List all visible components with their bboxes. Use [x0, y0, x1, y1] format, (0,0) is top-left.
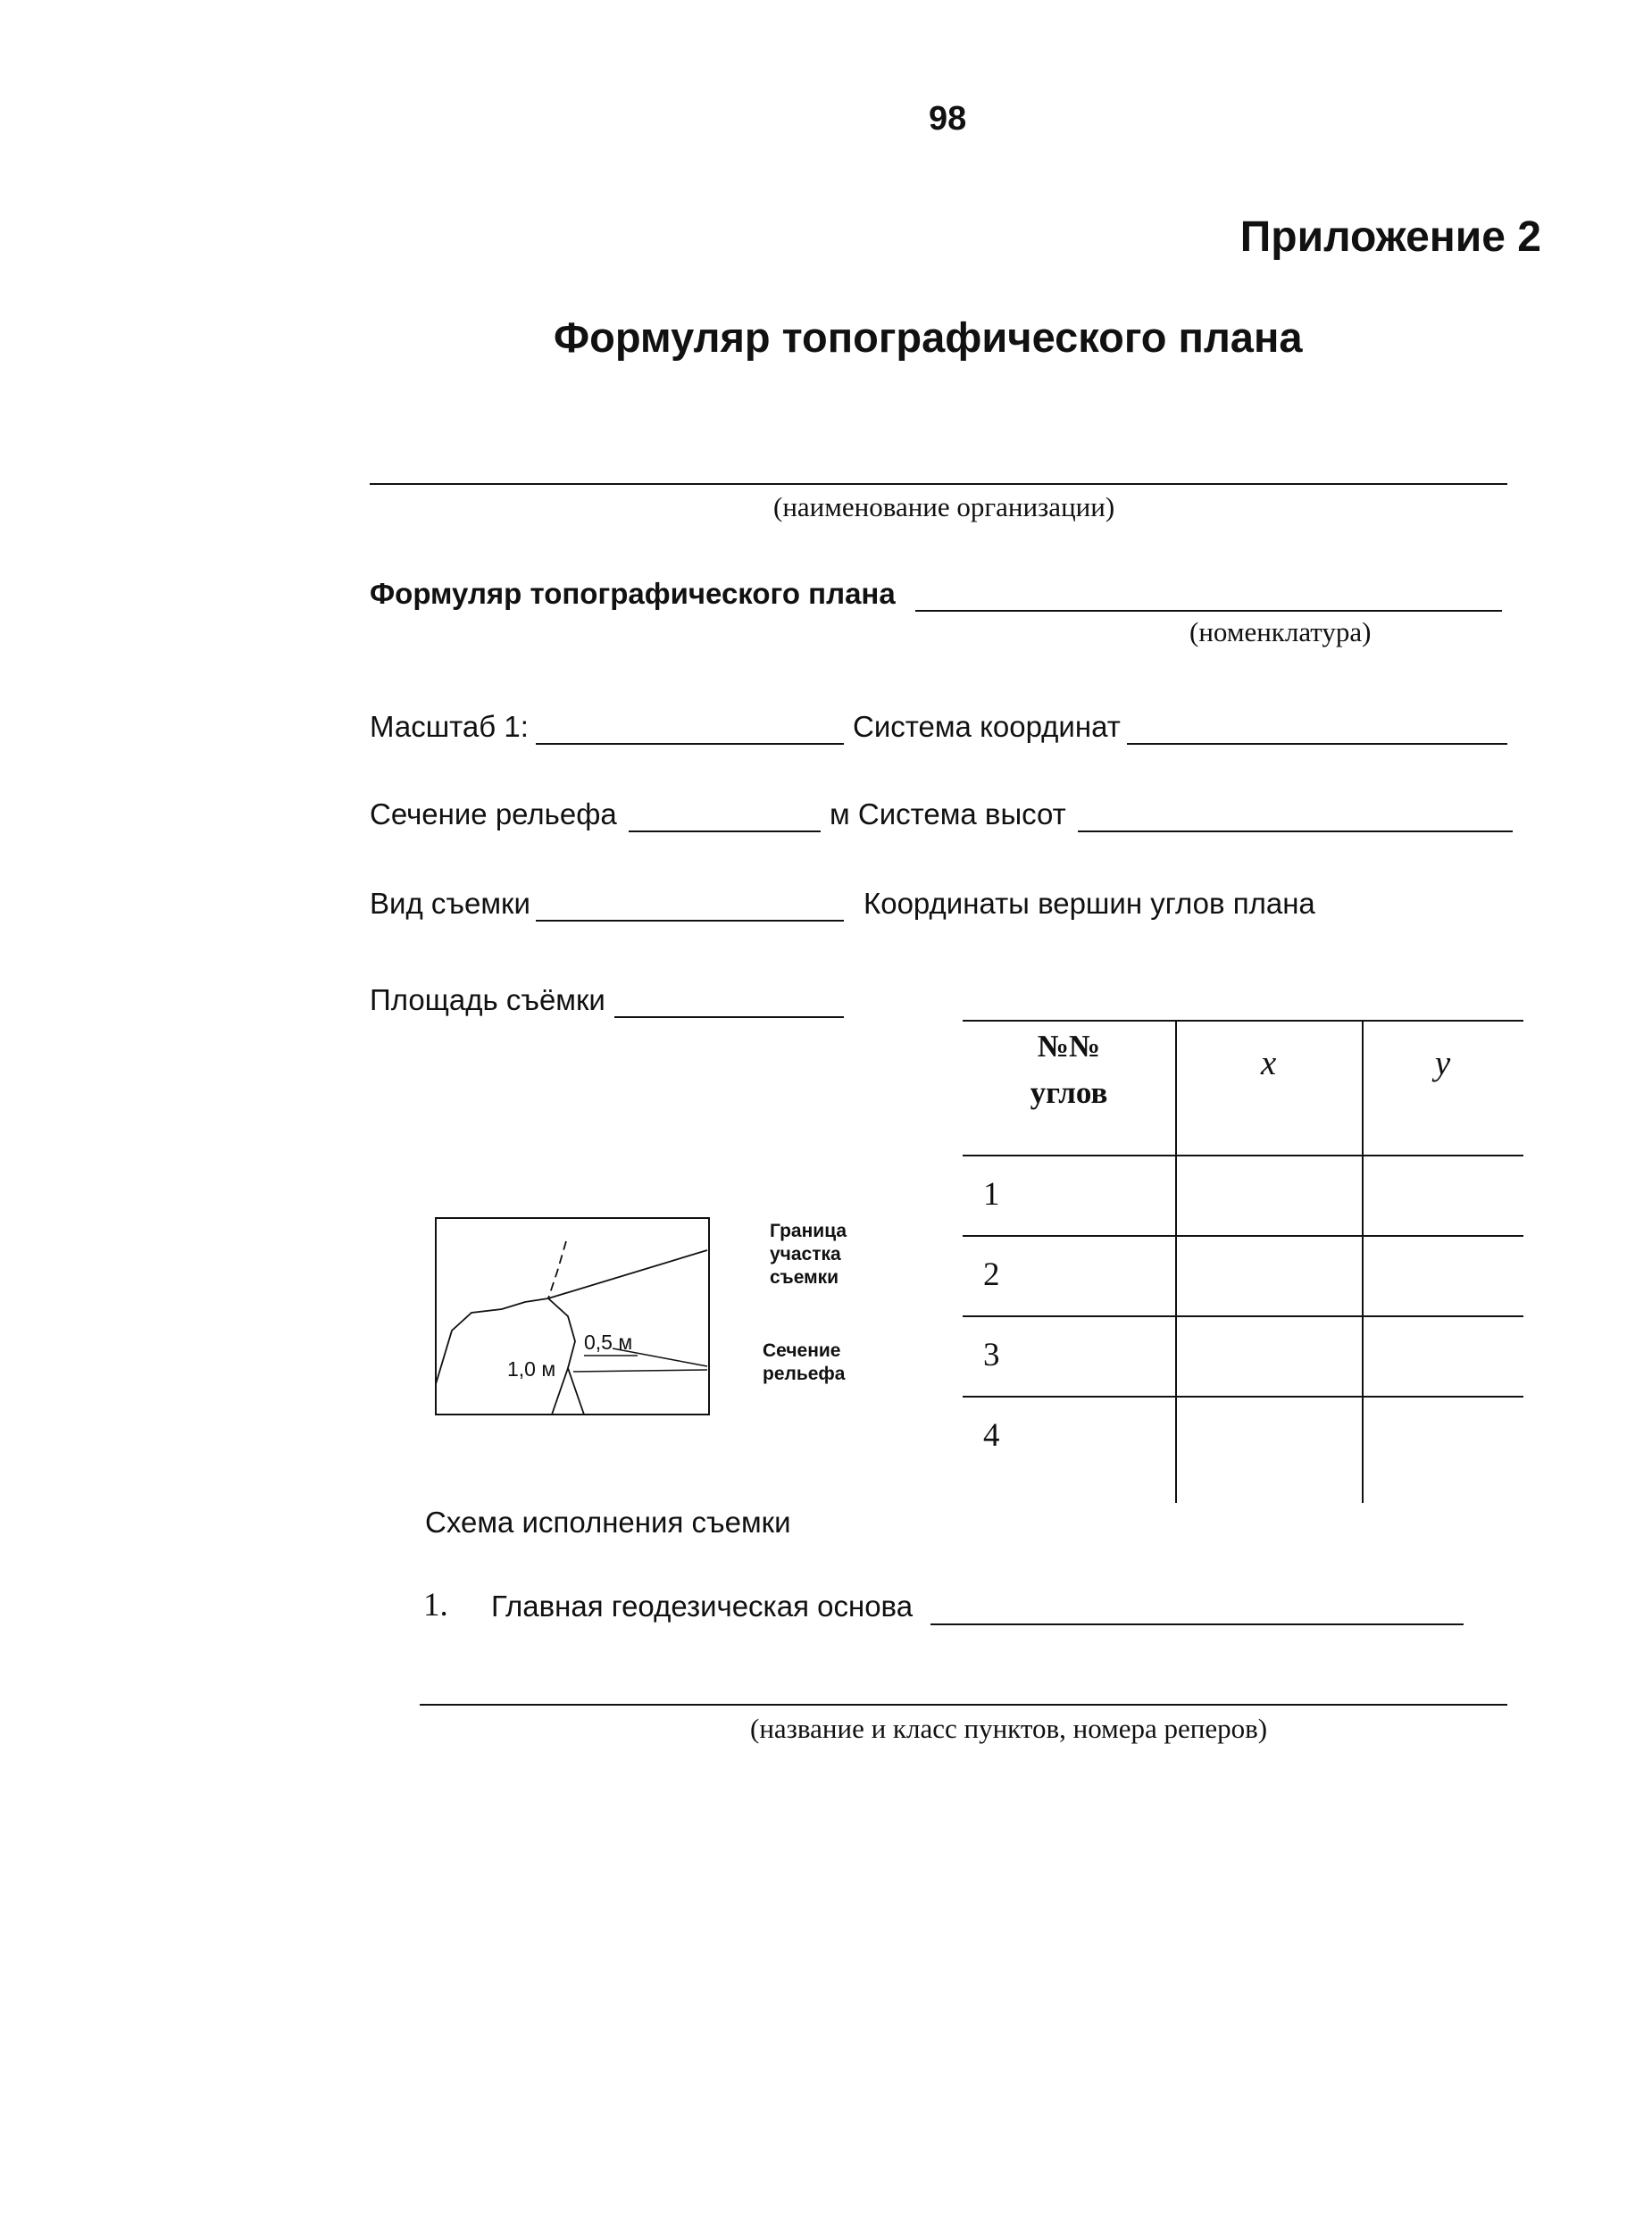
table-header-line	[963, 1155, 1523, 1156]
survey-area-label: Площадь съёмки	[370, 983, 605, 1016]
contour-label-half-meter: 0,5 м	[584, 1331, 633, 1354]
legend-relief-line1: Сечение	[763, 1340, 841, 1361]
relief-contour-line	[573, 1370, 707, 1372]
survey-type-line	[536, 920, 844, 922]
table-top-line	[963, 1020, 1523, 1022]
table-row-number: 3	[983, 1337, 1000, 1373]
scale-line	[536, 743, 844, 745]
organization-line	[370, 483, 1507, 485]
header-x: x	[1260, 1044, 1277, 1082]
legend-boundary-line3: съемки	[770, 1267, 839, 1288]
survey-scheme-diagram	[434, 1216, 713, 1418]
header-corner-number	[963, 1023, 1175, 1116]
nomenclature-caption: (номенклатура)	[1189, 616, 1372, 647]
boundary-dashed-line	[548, 1241, 566, 1298]
plan-sheet-label: Формуляр топографического плана	[370, 577, 896, 610]
scheme-caption: Схема исполнения съемки	[425, 1506, 791, 1539]
coord-system-line	[1127, 743, 1507, 745]
nomenclature-line	[915, 610, 1502, 612]
table-col-line	[1362, 1020, 1364, 1503]
contour-label-one-meter: 1,0 м	[507, 1357, 556, 1381]
legend-relief	[763, 1340, 846, 1386]
table-row-line	[963, 1315, 1523, 1317]
legend-boundary-line1: Граница	[770, 1221, 847, 1241]
main-geodetic-line	[930, 1623, 1464, 1625]
table-row-number: 2	[983, 1256, 1000, 1293]
page-number: 98	[929, 100, 967, 138]
height-system-line	[1078, 830, 1513, 832]
legend-relief-line2: рельефа	[763, 1364, 846, 1384]
appendix-label: Приложение 2	[1239, 213, 1541, 261]
table-row-line	[963, 1396, 1523, 1398]
organization-caption: (наименование организации)	[773, 491, 1115, 522]
boundary-line	[548, 1250, 707, 1298]
coord-system-label: Система координат	[853, 710, 1121, 743]
scheme-frame	[436, 1218, 709, 1415]
table-row-line	[963, 1235, 1523, 1237]
boundary-line	[548, 1298, 584, 1415]
form-title: Формуляр топографического плана	[554, 313, 1303, 361]
survey-type-label: Вид съемки	[370, 887, 530, 920]
main-geodetic-label: Главная геодезическая основа	[491, 1590, 914, 1623]
main-geodetic-caption: (название и класс пунктов, номера реперов)	[750, 1713, 1268, 1744]
table-col-line	[1175, 1020, 1177, 1503]
table-row-number: 4	[983, 1417, 1000, 1454]
relief-section-label: Сечение рельефа	[370, 797, 617, 830]
height-system-label: м Система высот	[830, 797, 1066, 830]
header-corner-number-line2: углов	[1030, 1075, 1108, 1110]
main-geodetic-line-2	[420, 1704, 1507, 1706]
header-y: y	[1434, 1044, 1451, 1082]
table-row-number: 1	[983, 1176, 1000, 1213]
legend-boundary	[770, 1220, 847, 1289]
scale-label: Масштаб 1:	[370, 710, 529, 743]
corner-coords-label: Координаты вершин углов плана	[864, 887, 1315, 920]
item-number: 1.	[423, 1587, 448, 1623]
survey-area-line	[614, 1016, 844, 1018]
relief-section-line	[629, 830, 821, 832]
legend-boundary-line2: участка	[770, 1244, 841, 1264]
header-corner-number-line1: №№	[1037, 1029, 1101, 1064]
